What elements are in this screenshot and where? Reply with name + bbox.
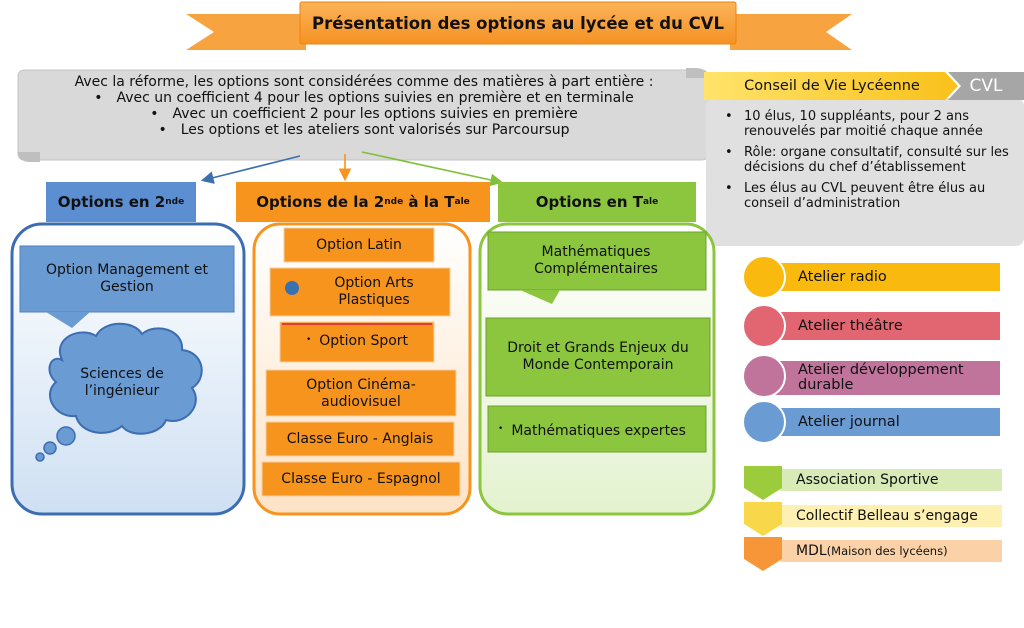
mdl-label: MDL xyxy=(796,543,827,559)
mdl-detail: (Maison des lycéens) xyxy=(826,544,948,558)
atelier-radio: Atelier radio xyxy=(798,269,887,285)
intro-line: Avec la réforme, les options sont considérées comme des matières à part entière : xyxy=(74,74,654,90)
association-sportive: Association Sportive xyxy=(796,472,939,488)
page-title: Présentation des options au lycée et du CVL xyxy=(312,13,724,33)
mdl xyxy=(796,540,1000,562)
header-seconde-text: Options en 2 xyxy=(57,193,166,211)
option-maths-expertes-label: Mathématiques expertes xyxy=(511,422,686,439)
option-arts-plastiques: Option Arts Plastiques xyxy=(334,275,414,308)
header-seconde-sup: nde xyxy=(165,197,185,207)
header-cycle xyxy=(236,182,490,222)
header-cycle-text: Options de la 2 xyxy=(256,193,385,211)
option-sciences-ingenieur: Sciences de l’ingénieur xyxy=(80,366,164,399)
option-euro-anglais: Classe Euro - Anglais xyxy=(286,430,434,447)
header-terminale-text: Options en T xyxy=(535,193,643,211)
option-sport-label: • Option Sport xyxy=(306,333,408,352)
intro-bullet: • Les options et les ateliers sont valorisés sur Parcoursup xyxy=(24,122,704,138)
intro-bullet: • Avec un coefficient 4 pour les options suivies en première et en terminale xyxy=(24,90,704,106)
header-terminale xyxy=(498,182,696,222)
atelier-journal: Atelier journal xyxy=(798,414,900,430)
option-maths-expertes-dot xyxy=(498,422,511,441)
cvl-item: • Rôle: organe consultatif, consulté sur les décisions du chef d’établissement xyxy=(714,145,1014,175)
option-maths-expertes xyxy=(496,412,696,450)
option-maths-complementaires: Mathématiques Complémentaires xyxy=(534,244,658,277)
option-euro-espagnol: Classe Euro - Espagnol xyxy=(281,470,441,487)
cvl-item: • Les élus au CVL peuvent être élus au conseil d’administration xyxy=(714,181,1014,211)
intro-bullet: • Avec un coefficient 2 pour les options suivies en première xyxy=(24,106,704,122)
option-droit-grands-enjeux: Droit et Grands Enjeux du Monde Contemporain xyxy=(507,340,689,373)
header-terminale-sup: ale xyxy=(642,197,659,207)
collectif-belleau: Collectif Belleau s’engage xyxy=(796,508,978,524)
header-seconde xyxy=(46,182,196,222)
cvl-title: Conseil de Vie Lycéenne xyxy=(744,78,920,94)
option-latin: Option Latin xyxy=(316,236,402,253)
cvl-item: • 10 élus, 10 suppléants, pour 2 ans renouvelés par moitié chaque année xyxy=(714,109,1014,139)
intro-bullets xyxy=(24,90,704,138)
intro-text xyxy=(24,74,704,156)
header-cycle-sup: ale xyxy=(454,197,470,207)
option-sport xyxy=(280,322,434,362)
cvl-list xyxy=(714,109,1014,217)
header-cycle-sup: nde xyxy=(384,197,404,207)
atelier-theatre: Atelier théâtre xyxy=(798,318,903,334)
option-cinema: Option Cinéma-audiovisuel xyxy=(306,377,416,410)
cvl-tag: CVL xyxy=(969,76,1003,96)
atelier-developpement-durable: Atelier développement durable xyxy=(798,362,964,393)
option-management: Option Management et Gestion xyxy=(46,262,208,295)
header-cycle-text: à la T xyxy=(403,193,455,211)
